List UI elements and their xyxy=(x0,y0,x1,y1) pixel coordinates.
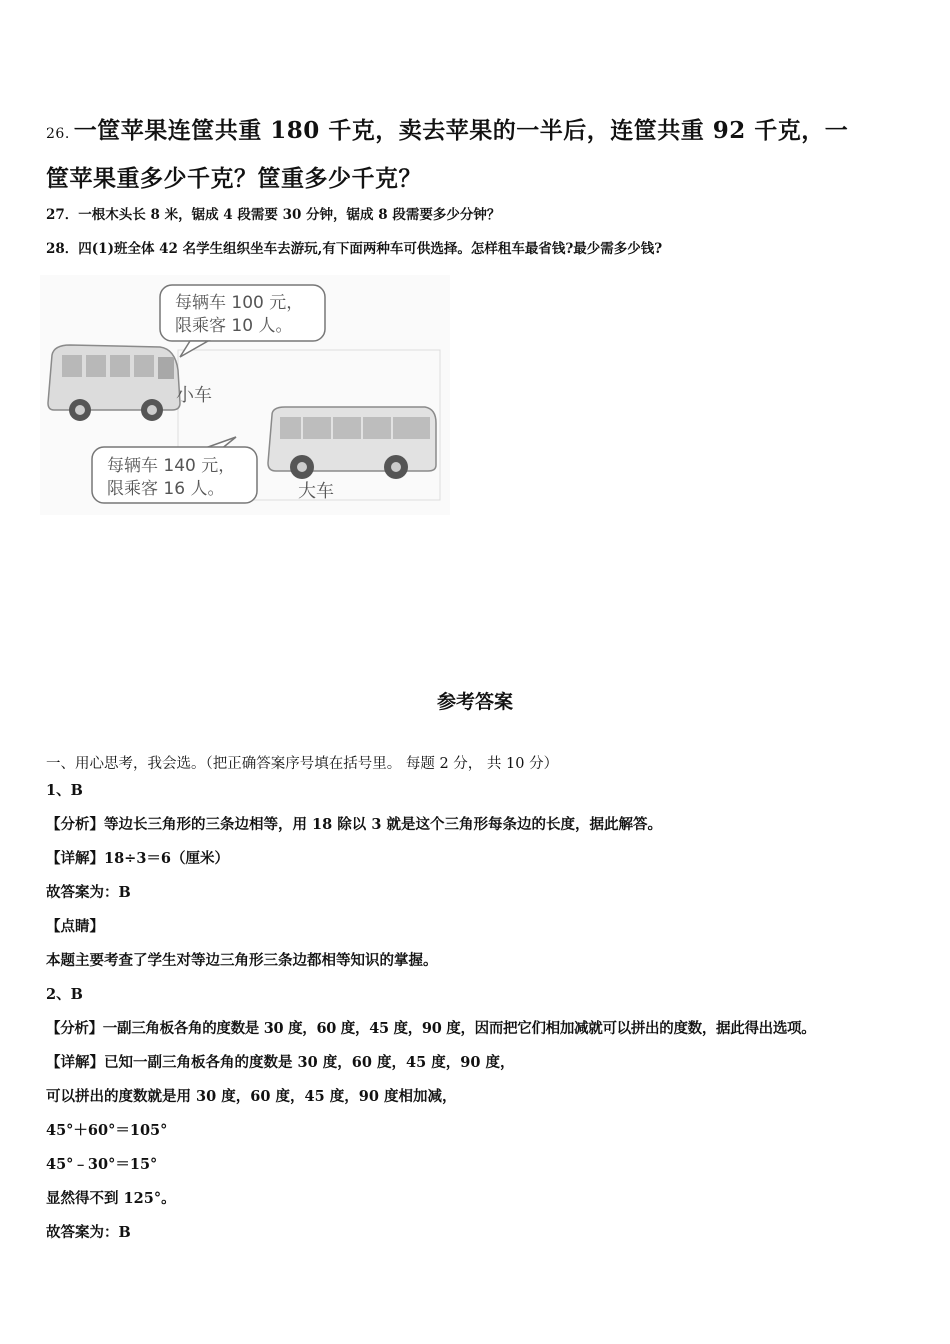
small-bus-label: 小车 xyxy=(176,385,212,406)
answer-line: 可以拼出的度数就是用 30 度，60 度，45 度，90 度相加减， xyxy=(46,1088,457,1105)
answer-line: 故答案为：B xyxy=(46,884,131,901)
answer-line: 2、B xyxy=(46,986,83,1003)
big-bus-label: 大车 xyxy=(298,481,334,502)
section-1-heading: 一、用心思考，我会选。（把正确答案序号填在括号里。 每题 2 分， 共 10 分） xyxy=(46,756,559,772)
answer-title: 参考答案 xyxy=(436,691,513,713)
big-bus-price-bubble xyxy=(92,437,257,503)
big-bubble-line-1: 每辆车 140 元， xyxy=(107,456,236,476)
big-bubble-line-2: 限乘客 16 人。 xyxy=(107,479,225,499)
answer-line: 【详解】已知一副三角板各角的度数是 30 度，60 度，45 度，90 度， xyxy=(46,1054,515,1071)
answer-line: 45°＋60°＝105° xyxy=(46,1122,168,1139)
question-26-text-1: 一筐苹果连筐共重 180 千克，卖去苹果的一半后，连筐共重 92 千克，一 xyxy=(73,117,849,144)
answer-line: 【分析】一副三角板各角的度数是 30 度，60 度，45 度，90 度，因而把它们相加减就可以拼出的度数，据此得出选项。 xyxy=(46,1020,816,1037)
question-26-number: 26. xyxy=(46,126,70,142)
question-26-line-2: 筐苹果重多少千克？筐重多少千克？ xyxy=(46,165,422,192)
question-27: 27．一根木头长 8 米，锯成 4 段需要 30 分钟，锯成 8 段需要多少分钟？ xyxy=(46,207,501,223)
answer-line: 【分析】等边长三角形的三条边相等，用 18 除以 3 就是这个三角形每条边的长度，据此解答。 xyxy=(46,816,662,833)
answer-line: 【详解】18÷3＝6（厘米） xyxy=(46,850,230,867)
answer-line: 1、B xyxy=(46,782,83,799)
small-bubble-line-2: 限乘客 10 人。 xyxy=(175,316,293,336)
bus-rental-figure xyxy=(40,275,450,515)
big-bus-icon xyxy=(268,407,436,479)
small-bus-icon xyxy=(48,345,180,421)
question-28: 28．四(1)班全体 42 名学生组织坐车去游玩,有下面两种车可供选择。怎样租车最省钱?最少需多少钱? xyxy=(46,241,663,257)
answer-line: 显然得不到 125°。 xyxy=(46,1190,176,1207)
question-26-line-1 xyxy=(46,112,848,145)
answer-line: 【点睛】 xyxy=(46,918,104,935)
small-bubble-line-1: 每辆车 100 元， xyxy=(175,293,304,313)
answer-line: 本题主要考查了学生对等边三角形三条边都相等知识的掌握。 xyxy=(46,952,438,969)
answer-line: 故答案为：B xyxy=(46,1224,131,1241)
answer-line: 45°﹣30°＝15° xyxy=(46,1156,158,1173)
